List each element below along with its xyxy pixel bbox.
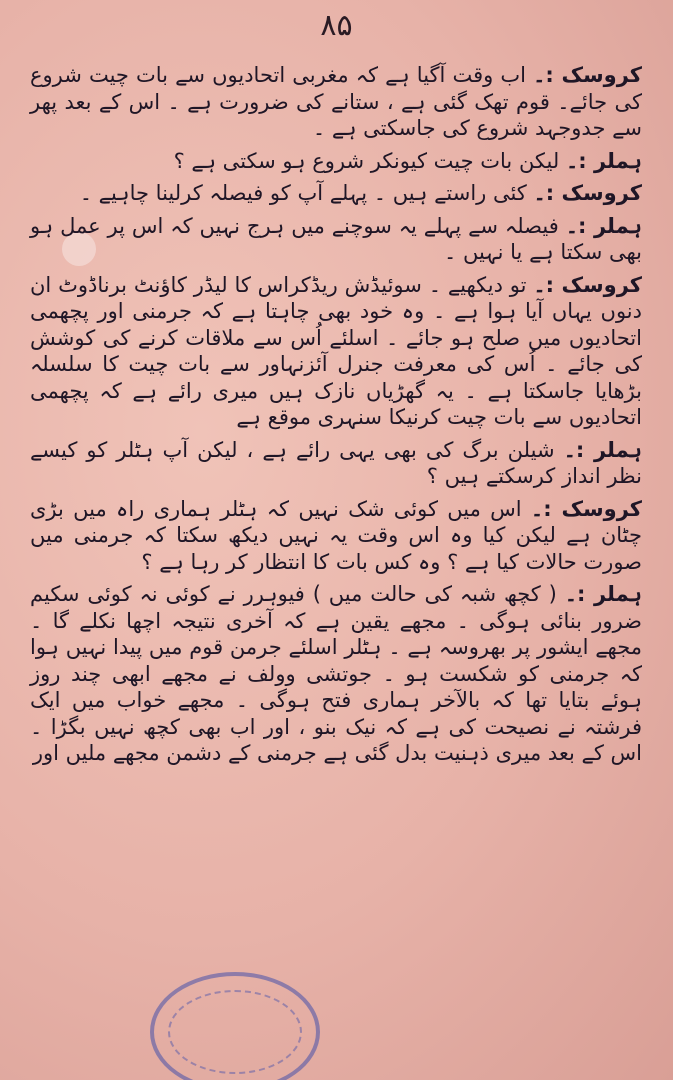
speaker-label: ہملر :۔ <box>565 213 642 238</box>
speaker-label: کروسک :۔ <box>530 496 642 521</box>
paragraph-text: اس میں کوئی شک نہیں کہ ہٹلر ہماری راہ میں بڑی چٹان ہے لیکن کیا وہ اس وقت یہ نہیں دیکھ سکتا کہ جرمنی میں صورت حالات کیا ہے ؟ وہ کس بات کا انتظار کر رہا ہے ؟ <box>30 496 642 574</box>
paragraph-4 <box>30 213 642 266</box>
paragraph-2 <box>30 148 642 175</box>
dialogue-text <box>30 62 642 773</box>
speaker-label: کروسک :۔ <box>533 63 642 87</box>
paragraph-7 <box>30 496 642 576</box>
paragraph-5 <box>30 272 642 431</box>
paragraph-text: فیصلہ سے پہلے یہ سوچنے میں ہرج نہیں کہ اس پر عمل ہو بھی سکتا ہے یا نہیں ۔ <box>30 213 642 264</box>
paragraph-3 <box>30 180 642 207</box>
paragraph-6 <box>30 437 642 490</box>
paragraph-1 <box>30 62 642 142</box>
library-stamp <box>150 972 320 1080</box>
paragraph-text: شیلن برگ کی بھی یہی رائے ہے ، لیکن آپ ہٹلر کو کیسے نظر انداز کرسکتے ہیں ؟ <box>30 437 642 488</box>
speaker-label: کروسک :۔ <box>533 272 643 297</box>
speaker-label: ہملر :۔ <box>563 437 642 462</box>
speaker-label: ہملر :۔ <box>564 582 642 606</box>
paragraph-text: تو دیکھیے ۔ سوئیڈش ریڈکراس کا لیڈر کاؤنٹ برناڈوٹ ان دنوں یہاں آیا ہوا ہے ۔ وہ خود بھی چاہتا ہے کہ جرمنی اور پچھمی اتحادیوں میں صلح ہو جائے ۔ اسلئے اُس سے ملاقات کرنے کی کوشش کی جائے ۔ اُس کی معرفت جنرل آئزنہاور سے بات چیت کا سلسلہ بڑھایا جاسکتا ہے ۔ یہ گھڑیاں نازک ہیں میری رائے ہے کہ پچھمی اتحادیوں سے بات چیت کرنیکا سنہری موقع ہے <box>30 272 642 429</box>
speaker-label: ہملر :۔ <box>565 148 642 173</box>
paragraph-text: اب وقت آگیا ہے کہ مغربی اتحادیوں سے بات چیت شروع کی جائے۔ قوم تھک گئی ہے ، ستانے کی ضرورت ہے ۔ اس کے بعد پھر سے جدوجہد شروع کی جاسکتی ہے ۔ <box>30 63 642 140</box>
paragraph-text: کئی راستے ہیں ۔ پہلے آپ کو فیصلہ کرلینا چاہیے ۔ <box>79 181 527 205</box>
speaker-label: کروسک :۔ <box>533 181 642 205</box>
paragraph-text: ( کچھ شبہ کی حالت میں ) فیوہرر نے کوئی نہ کوئی سکیم ضرور بنائی ہوگی ۔ مجھے یقین ہے کہ آخری نتیجہ اچھا نکلے گا ۔ مجھے ایشور پر بھروسہ ہے ۔ ہٹلر اسلئے جرمن قوم میں پیدا نہیں ہوا کہ جرمنی کو شکست ہو ۔ جوتشی وولف نے مجھے ابھی چند روز ہوئے بتایا تھا کہ بالآخر ہماری فتح ہوگی ۔ مجھے خواب میں ایک فرشتہ نے نصیحت کی ہے کہ نیک بنو ، اور اب بھی کچھ نہیں بگڑا ۔ اس کے بعد میری ذہنیت بدل گئی ہے جرمنی کے دشمن مجھے ملیں اور <box>30 582 642 765</box>
paragraph-text: لیکن بات چیت کیونکر شروع ہو سکتی ہے ؟ <box>173 148 560 173</box>
paragraph-8 <box>30 581 642 767</box>
page-number: ۸۵ <box>320 8 353 43</box>
